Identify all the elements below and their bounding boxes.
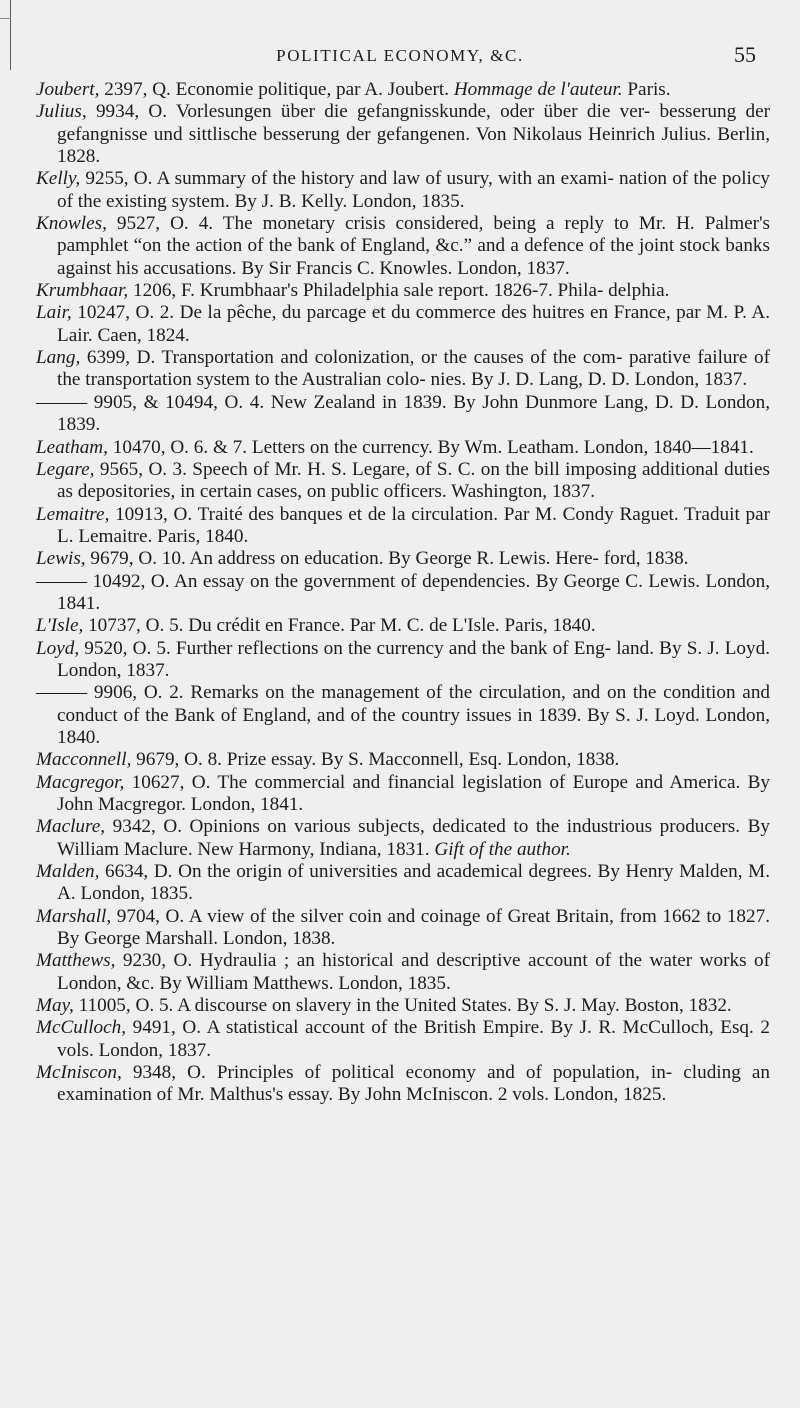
catalog-entry [36,1062,770,1107]
entry-shelfmark: 1206, F. [128,280,195,302]
entry-shelfmark: 10913, O. [109,503,193,525]
entry-author: Leatham, [36,436,108,458]
entry-shelfmark: 9565, O. 3. [94,458,187,480]
entry-description: Hydraulia ; an historical and descriptive account of the water works of London, &c. By William Matthews. London, 1835. [57,950,771,994]
entry-author: Legare, [36,458,95,480]
catalog-entries [36,79,770,1107]
entry-author: Krumbhaar, [36,280,129,302]
entry-shelfmark: 10737, O. 5. [83,615,184,637]
catalog-entry [36,302,770,347]
entry-author: Joubert, [36,79,100,100]
entry-shelfmark: 2397, Q. [99,79,171,100]
entry-shelfmark: 9491, O. [126,1017,202,1039]
catalog-entry [36,504,770,549]
running-head-title: POLITICAL ECONOMY, &C. [276,46,524,65]
catalog-entry [36,861,770,906]
entry-author: Kelly, [36,168,81,190]
entry-description: Letters on the currency. By Wm. Leatham. London, 1840—1841. [247,436,754,458]
entry-shelfmark: 9527, O. 4. [106,213,214,235]
catalog-entry [36,437,770,459]
catalog-entry [36,168,770,213]
entry-gift-note: Hommage de l'auteur. [453,79,623,100]
entry-description: Du crédit en France. Par M. C. de L'Isle. Paris, 1840. [183,615,596,637]
entry-author: Julius, [36,101,87,123]
entry-description: Principles of political economy and of population, in- cluding an examination of Mr. Malthus's essay. By John McIniscon. 2 vols. London, 1825. [57,1062,771,1106]
catalog-entry [36,772,770,817]
entry-description: Krumbhaar's Philadelphia sale report. 1826-7. Phila- delphia. [194,280,670,302]
entry-author: Marshall, [36,905,112,927]
entry-description: An address on education. By George R. Lewis. Here- ford, 1838. [185,548,689,570]
entry-shelfmark: 9342, O. [105,816,182,838]
entry-author: L'Isle, [36,615,84,637]
catalog-entry [36,79,770,101]
catalog-entry [36,101,770,168]
entry-shelfmark: 10247, O. 2. [71,302,175,324]
entry-shelfmark: 6399, D. [80,347,156,369]
entry-author: Lair, [36,302,72,324]
catalog-entry [36,995,770,1017]
catalog-entry [36,615,770,637]
entry-shelfmark: 10492, O. [87,570,170,592]
entry-shelfmark: 6634, D. [99,861,173,883]
entry-author: ——— [36,682,88,704]
entry-shelfmark: 9704, O. [111,905,185,927]
catalog-entry [36,213,770,280]
entry-description: A view of the silver coin and coinage of Great Britain, from 1662 to 1827. By George Marshall. London, 1838. [57,905,771,950]
entry-author: McIniscon, [36,1062,122,1084]
entry-description: Speech of Mr. H. S. Legare, of S. C. on the bill imposing additional duties as depositories, in certain cases, on public officers. Washington, 1837. [57,458,770,503]
catalog-entry [36,682,770,749]
entry-description: Opinions on various subjects, dedicated to the industrious producers. By William Maclure. New Harmony, Indiana, 1831. [57,816,770,860]
entry-shelfmark: 9906, O. 2. [87,682,184,704]
catalog-entry [36,749,770,771]
entry-shelfmark: 9348, O. [121,1062,206,1084]
catalog-entry [36,548,770,570]
entry-description: The commercial and financial legislation of Europe and America. By John Macgregor. London, 1841. [57,771,771,815]
entry-shelfmark: 10470, O. 6. & 7. [107,436,248,458]
catalog-entry [36,459,770,504]
catalog-entry [36,392,770,437]
entry-description: Remarks on the management of the circulation, and on the condition and conduct of the Bank of England, and of the country issues in 1839. By S. J. Loyd. London, 1840. [57,682,771,748]
entry-author: Lewis, [36,548,86,570]
catalog-entry [36,816,770,861]
entry-shelfmark: 9520, O. 5. [79,637,171,659]
entry-author: Malden, [36,861,100,883]
catalog-entry [36,347,770,392]
page-number: 55 [734,42,756,67]
entry-author: Lemaitre, [36,503,110,525]
entry-description: Further reflections on the currency and the bank of Eng- land. By S. J. Loyd. London, 1837. [57,637,770,681]
entry-description: De la pêche, du parcage et du commerce des huitres en France, par M. P. A. Lair. Caen, 1824. [57,302,771,346]
entry-author: McCulloch, [36,1017,127,1039]
entry-author: ——— [36,391,88,413]
entry-imprint: Paris. [622,79,671,100]
catalog-entry [36,950,770,995]
page-edge-tick [0,18,11,19]
entry-description: An essay on the government of dependencies. By George C. Lewis. London, 1841. [57,570,770,614]
entry-author: ——— [36,570,88,592]
entry-description: Transportation and colonization, or the causes of the com- parative failure of the transportation system to the Australian colo- nies. By J. D. Lang, D. D. London, 1837. [57,347,770,391]
entry-author: Matthews, [36,950,116,972]
entry-author: Knowles, [36,213,107,235]
entry-shelfmark: 9230, O. [115,950,193,972]
entry-shelfmark: 11005, O. 5. [73,995,174,1017]
entry-description: On the origin of universities and academical degrees. By Henry Malden, M. A. London, 1835. [57,861,770,905]
entry-author: Loyd, [36,637,80,659]
entry-author: Maclure, [36,816,106,838]
entry-shelfmark: 10627, O. [124,771,211,793]
catalog-entry [36,638,770,683]
entry-author: Lang, [36,347,81,369]
catalog-entry [36,906,770,951]
entry-shelfmark: 9905, & 10494, O. 4. [87,391,265,413]
catalog-entry [36,1017,770,1062]
catalog-entry [36,280,770,302]
entry-shelfmark: 9934, O. [86,101,168,123]
entry-shelfmark: 9679, O. 10. [85,548,186,570]
entry-description: A discourse on slavery in the United States. By S. J. May. Boston, 1832. [173,995,732,1017]
entry-description: Vorlesungen über die gefangnisskunde, oder über die ver- besserung der gefangnisse und sittlische besserung der gefangenen. Von Nikolaus Heinrich Julius. Berlin, 1828. [57,101,770,168]
entry-shelfmark: 9255, O. [80,168,153,190]
entry-description: A summary of the history and law of usury, with an exami- nation of the policy of the existing system. By J. B. Kelly. London, 1835. [57,168,770,212]
entry-description: Traité des banques et de la circulation. Par M. Condy Raguet. Traduit par L. Lemaitre. Paris, 1840. [57,503,770,547]
entry-description: Prize essay. By S. Macconnell, Esq. London, 1838. [221,749,620,771]
entry-shelfmark: 9679, O. 8. [131,749,222,771]
entry-description: The monetary crisis considered, being a reply to Mr. H. Palmer's pamphlet “on the action of the bank of England, &c.” and a defence of the joint stock banks against his accusations. By Sir Francis C. Knowles. London, 1837. [57,213,770,279]
entry-gift-note: Gift of the author. [434,838,571,860]
running-head [0,42,800,72]
catalog-entry [36,571,770,616]
entry-description: New Zealand in 1839. By John Dunmore Lang, D. D. London, 1839. [57,391,771,436]
entry-description: A statistical account of the British Empire. By J. R. McCulloch, Esq. 2 vols. London, 1837. [57,1017,771,1061]
entry-author: May, [36,995,74,1017]
entry-author: Macgregor, [36,771,125,793]
entry-author: Macconnell, [36,749,132,771]
entry-description: Economie politique, par A. Joubert. [170,79,454,100]
